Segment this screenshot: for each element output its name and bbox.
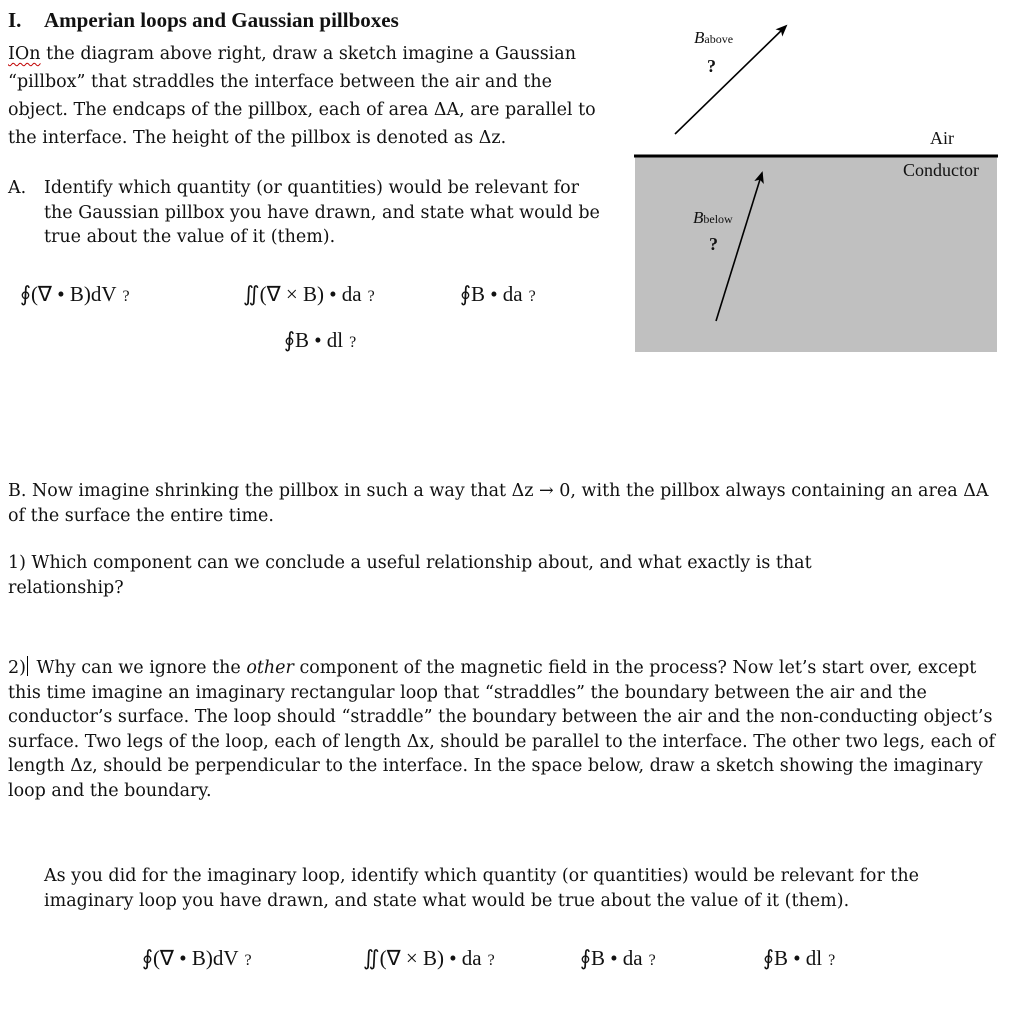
part-a-text: Identify which quantity (or quantities) would be relevant for the Gaussian pillbox you have drawn, and state what would be true about the value of it (them). bbox=[44, 178, 600, 247]
question-2-paragraph bbox=[8, 656, 1008, 803]
boundary-diagram-svg bbox=[634, 18, 998, 354]
line-integral-expression-2 bbox=[763, 946, 835, 971]
question-2-number: 2) bbox=[8, 658, 26, 678]
question-mark: ? bbox=[487, 952, 495, 969]
text-cursor bbox=[27, 656, 28, 676]
volume-integral: ∮(∇ • B)dV bbox=[20, 282, 117, 306]
section-heading bbox=[8, 8, 399, 33]
b-above-label bbox=[694, 28, 733, 48]
air-label: Air bbox=[930, 128, 954, 148]
curl-flux-expression-2 bbox=[363, 946, 495, 971]
question-1-text: 1) Which component can we conclude a useful relationship about, and what exactly is that relationship? bbox=[8, 553, 812, 598]
curl-flux-integral: ∬(∇ × B) • da bbox=[243, 282, 362, 306]
question-mark: ? bbox=[122, 288, 130, 305]
question-mark: ? bbox=[367, 288, 375, 305]
surface-integral-expression bbox=[460, 282, 536, 307]
volume-integral-expression bbox=[20, 282, 130, 307]
b-below-symbol: B bbox=[693, 208, 704, 227]
curl-flux-expression bbox=[243, 282, 375, 307]
question-mark: ? bbox=[244, 952, 252, 969]
intro-paragraph bbox=[8, 40, 613, 152]
question-mark: ? bbox=[349, 334, 357, 351]
surface-integral: ∮B • da bbox=[580, 946, 643, 970]
curl-flux-integral: ∬(∇ × B) • da bbox=[363, 946, 482, 970]
b-above-value: ? bbox=[707, 56, 716, 76]
b-above-subscript: above bbox=[704, 32, 734, 46]
intro-prefix: IOn bbox=[8, 44, 41, 64]
part-a-label: A. bbox=[8, 178, 27, 198]
question-mark: ? bbox=[528, 288, 536, 305]
loop-part-text: As you did for the imaginary loop, identify which quantity (or quantities) would be relevant for the imaginary loop you have drawn, and state what would be true about the value of it (them). bbox=[44, 866, 920, 911]
volume-integral: ∮(∇ • B)dV bbox=[142, 946, 239, 970]
b-above-symbol: B bbox=[694, 28, 705, 47]
question-2-text: Why can we ignore the bbox=[30, 658, 247, 678]
b-below-label bbox=[693, 208, 733, 228]
boundary-diagram bbox=[634, 18, 998, 354]
line-integral: ∮B • dl bbox=[763, 946, 823, 970]
intro-text: the diagram above right, draw a sketch imagine a Gaussian “pillbox” that straddles the interface between the air and the object. The endcaps of the pillbox, each of area ΔA, are parallel to the interface. The height of the pillbox is denoted as Δz. bbox=[8, 44, 596, 148]
surface-integral-expression-2 bbox=[580, 946, 656, 971]
question-2-emphasis: other bbox=[246, 658, 294, 678]
b-below-value: ? bbox=[709, 234, 718, 254]
volume-integral-expression-2 bbox=[142, 946, 252, 971]
section-title: Amperian loops and Gaussian pillboxes bbox=[44, 8, 399, 32]
line-integral: ∮B • dl bbox=[284, 328, 344, 352]
line-integral-expression bbox=[284, 328, 356, 353]
section-number: I. bbox=[8, 8, 22, 32]
b-below-subscript: below bbox=[703, 212, 733, 226]
conductor-region bbox=[635, 156, 997, 352]
question-mark: ? bbox=[828, 952, 836, 969]
conductor-label: Conductor bbox=[903, 160, 979, 180]
question-mark: ? bbox=[648, 952, 656, 969]
question-2-text-rest: component of the magnetic field in the process? Now let’s start over, except this time imagine an imaginary rectangular loop that “straddles” the boundary between the air and the conductor’s surface. The loop should “straddle” the boundary between the air and the non-conducting object’s surface. Two legs of the loop, each of length Δx, should be parallel to the interface. The other two legs, each of length Δz, should be perpendicular to the interface. In the space below, draw a sketch showing the imaginary loop and the boundary. bbox=[8, 658, 996, 801]
part-b-text: B. Now imagine shrinking the pillbox in such a way that Δz → 0, with the pillbox always containing an area ΔA of the surface the entire time. bbox=[8, 481, 989, 526]
surface-integral: ∮B • da bbox=[460, 282, 523, 306]
